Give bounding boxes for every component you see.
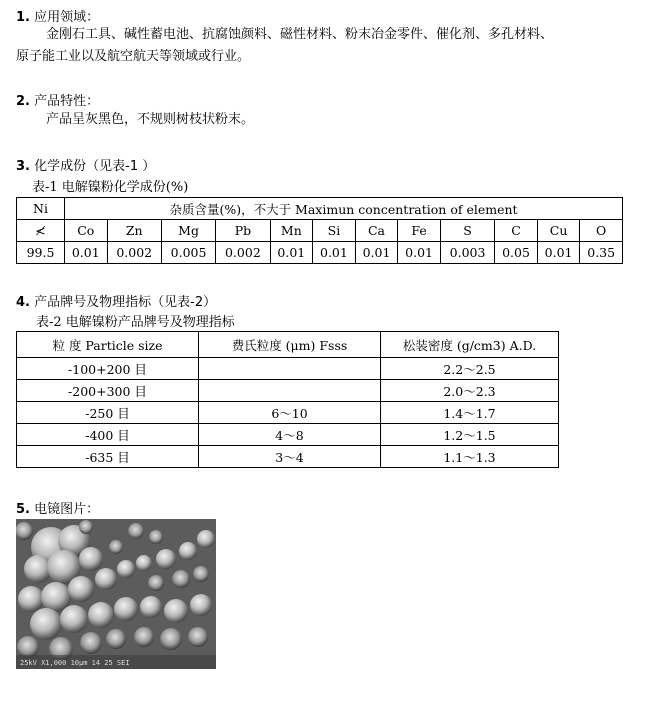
section-number: 2. — [16, 94, 30, 109]
value-cell: 0.01 — [65, 242, 108, 264]
applications-line-2: 原子能工业以及航空航天等领域或行业。 — [16, 49, 251, 64]
value-cell: 0.01 — [537, 242, 580, 264]
impurity-header-cell: 杂质含量(%)，不大于 Maximun concentration of element — [65, 198, 623, 220]
fsss-cell — [199, 380, 381, 402]
value-cell: 0.002 — [216, 242, 270, 264]
particle-size-cell: -200+300 目 — [17, 380, 199, 402]
apparent-density-header: 松装密度 (g/cm3) A.D. — [381, 332, 559, 358]
applications-line-1: 金刚石工具、碱性蓄电池、抗腐蚀颜料、磁性材料、粉末冶金零件、催化剂、多孔材料、 — [46, 27, 554, 42]
ni-sub-cell: ≮ — [17, 220, 65, 242]
table-row — [17, 242, 623, 264]
element-cell: O — [580, 220, 623, 242]
physical-properties-table — [16, 331, 559, 468]
sem-caption: 25kV X1,000 10μm 14 25 SEI — [20, 659, 130, 667]
fsss-cell: 3～4 — [199, 446, 381, 468]
value-cell: 0.35 — [580, 242, 623, 264]
section-title: 产品特性： — [34, 94, 100, 109]
table-row — [17, 402, 559, 424]
element-cell: C — [495, 220, 538, 242]
value-cell: 0.01 — [313, 242, 356, 264]
element-cell: Zn — [107, 220, 161, 242]
table-row — [17, 220, 623, 242]
table-1-caption: 表-1 电解镍粉化学成份(%) — [32, 180, 189, 195]
density-cell: 2.2～2.5 — [381, 358, 559, 380]
chemical-composition-table — [16, 197, 623, 264]
section-number: 5. — [16, 502, 30, 517]
table-row — [17, 358, 559, 380]
fsss-header: 费氏粒度 (μm) Fsss — [199, 332, 381, 358]
sem-micrograph-image — [16, 519, 216, 669]
element-cell: Co — [65, 220, 108, 242]
section-title: 产品牌号及物理指标（见表-2） — [34, 295, 217, 310]
element-cell: Pb — [216, 220, 270, 242]
density-cell: 2.0～2.3 — [381, 380, 559, 402]
density-cell: 1.2～1.5 — [381, 424, 559, 446]
element-cell: Si — [313, 220, 356, 242]
section-2-heading — [16, 90, 99, 109]
element-cell: S — [440, 220, 494, 242]
value-cell: 0.003 — [440, 242, 494, 264]
ni-value-cell: 99.5 — [17, 242, 65, 264]
table-row — [17, 332, 559, 358]
fsss-cell: 6～10 — [199, 402, 381, 424]
value-cell: 0.002 — [107, 242, 161, 264]
density-cell: 1.1～1.3 — [381, 446, 559, 468]
section-number: 3. — [16, 159, 30, 174]
value-cell: 0.01 — [270, 242, 313, 264]
characteristics-line: 产品呈灰黑色，不规则树枝状粉末。 — [46, 112, 255, 127]
fsss-cell — [199, 358, 381, 380]
section-number: 1. — [16, 10, 30, 25]
section-title: 电镜图片： — [34, 502, 100, 517]
ni-header-cell: Ni — [17, 198, 65, 220]
density-cell: 1.4～1.7 — [381, 402, 559, 424]
section-5-heading — [16, 498, 99, 517]
particle-size-cell: -635 目 — [17, 446, 199, 468]
value-cell: 0.05 — [495, 242, 538, 264]
table-row — [17, 446, 559, 468]
element-cell: Mn — [270, 220, 313, 242]
section-1-heading — [16, 6, 99, 25]
element-cell: Mg — [161, 220, 215, 242]
table-row — [17, 380, 559, 402]
element-cell: Fe — [398, 220, 441, 242]
element-cell: Cu — [537, 220, 580, 242]
fsss-cell: 4～8 — [199, 424, 381, 446]
particle-size-cell: -400 目 — [17, 424, 199, 446]
sem-dendrite-picture — [16, 519, 216, 669]
particle-size-header: 粒 度 Particle size — [17, 332, 199, 358]
table-row — [17, 424, 559, 446]
particle-size-cell: -250 目 — [17, 402, 199, 424]
section-title: 应用领域： — [34, 10, 100, 25]
value-cell: 0.01 — [398, 242, 441, 264]
value-cell: 0.005 — [161, 242, 215, 264]
section-4-heading — [16, 291, 216, 310]
table-2-caption: 表-2 电解镍粉产品牌号及物理指标 — [36, 315, 235, 330]
element-cell: Ca — [355, 220, 398, 242]
section-number: 4. — [16, 295, 30, 310]
section-3-heading — [16, 155, 155, 174]
value-cell: 0.01 — [355, 242, 398, 264]
section-title: 化学成份（见表-1 ） — [34, 159, 156, 174]
table-row — [17, 198, 623, 220]
particle-size-cell: -100+200 目 — [17, 358, 199, 380]
